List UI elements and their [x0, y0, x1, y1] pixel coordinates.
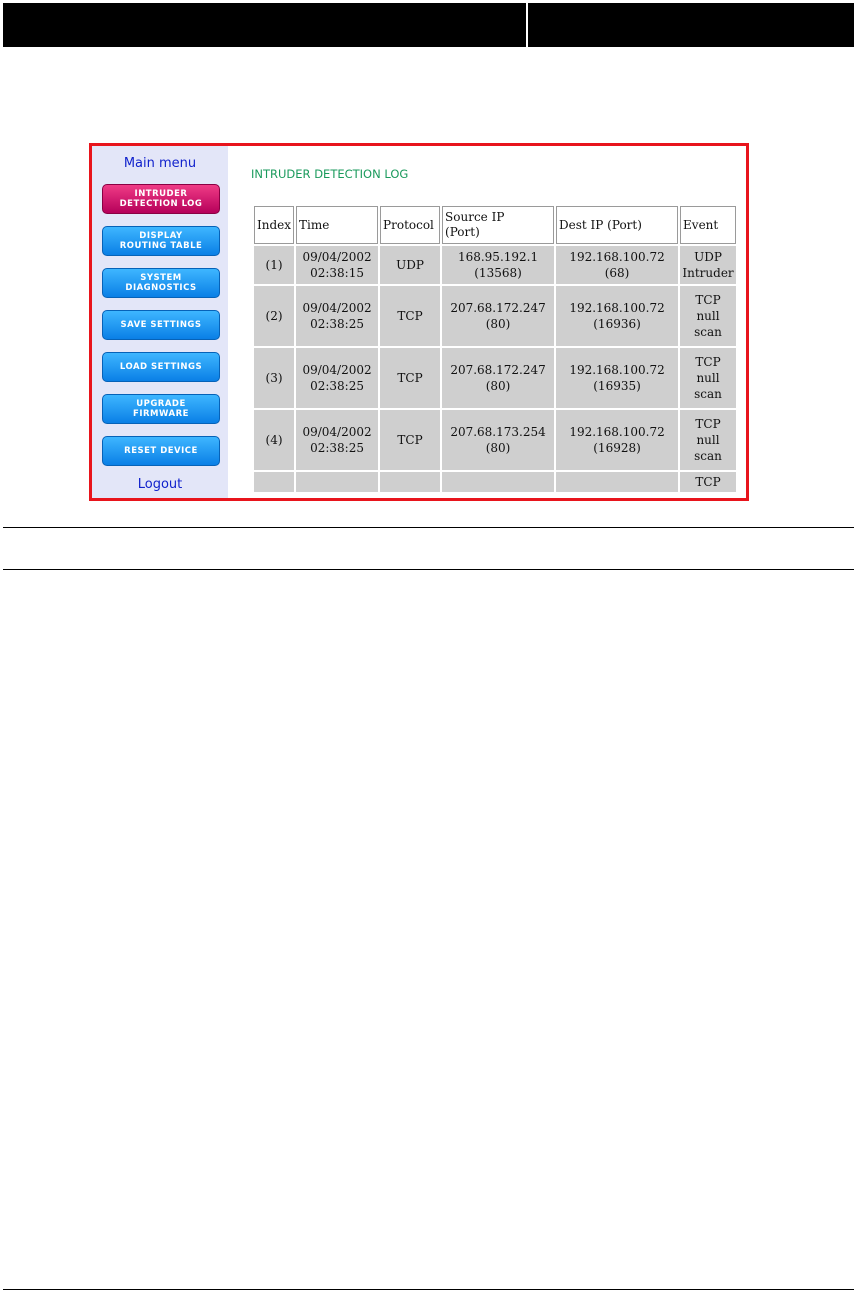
- table-row: [254, 410, 736, 470]
- cell-time: [296, 472, 378, 492]
- cell-time: 09/04/2002 02:38:15: [296, 246, 378, 284]
- cell-source: [442, 472, 554, 492]
- cell-event: TCP null scan: [680, 348, 736, 408]
- table-row: [254, 472, 736, 492]
- menu-button-display-routing-table[interactable]: DISPLAY ROUTING TABLE: [102, 226, 220, 256]
- cell-source: 168.95.192.1 (13568): [442, 246, 554, 284]
- menu-button-reset-device[interactable]: RESET DEVICE: [102, 436, 220, 466]
- header-bar: [3, 3, 854, 47]
- column-header: Index: [254, 206, 294, 244]
- footer-line: [3, 1289, 854, 1290]
- table-row: [254, 348, 736, 408]
- cell-index: (1): [254, 246, 294, 284]
- logout-link[interactable]: Logout: [137, 477, 183, 492]
- cell-source: 207.68.173.254 (80): [442, 410, 554, 470]
- cell-protocol: TCP: [380, 348, 440, 408]
- header-divider: [526, 3, 528, 47]
- cell-time: 09/04/2002 02:38:25: [296, 348, 378, 408]
- cell-time: 09/04/2002 02:38:25: [296, 286, 378, 346]
- cell-index: [254, 472, 294, 492]
- cell-time: 09/04/2002 02:38:25: [296, 410, 378, 470]
- cell-dest: 192.168.100.72 (16936): [556, 286, 678, 346]
- cell-dest: 192.168.100.72 (16935): [556, 348, 678, 408]
- cell-protocol: UDP: [380, 246, 440, 284]
- column-header: Source IP (Port): [442, 206, 554, 244]
- column-header: Event: [680, 206, 736, 244]
- divider-line: [3, 569, 854, 570]
- cell-event: TCP null scan: [680, 286, 736, 346]
- column-header: Time: [296, 206, 378, 244]
- cell-source: 207.68.172.247 (80): [442, 286, 554, 346]
- cell-protocol: TCP: [380, 286, 440, 346]
- table-row: [254, 246, 736, 284]
- table-row: [254, 286, 736, 346]
- cell-dest: 192.168.100.72 (16928): [556, 410, 678, 470]
- menu-button-load-settings[interactable]: LOAD SETTINGS: [102, 352, 220, 382]
- cell-source: 207.68.172.247 (80): [442, 348, 554, 408]
- menu-button-upgrade-firmware[interactable]: UPGRADE FIRMWARE: [102, 394, 220, 424]
- menu-button-intruder-detection-log[interactable]: INTRUDER DETECTION LOG: [102, 184, 220, 214]
- column-header: Dest IP (Port): [556, 206, 678, 244]
- cell-protocol: TCP: [380, 410, 440, 470]
- cell-index: (3): [254, 348, 294, 408]
- cell-dest: 192.168.100.72 (68): [556, 246, 678, 284]
- cell-event: TCP: [680, 472, 736, 492]
- page-title: INTRUDER DETECTION LOG: [251, 167, 409, 181]
- cell-event: TCP null scan: [680, 410, 736, 470]
- cell-protocol: [380, 472, 440, 492]
- column-header: Protocol: [380, 206, 440, 244]
- screenshot-frame: [89, 143, 749, 501]
- cell-event: UDP Intruder: [680, 246, 736, 284]
- divider-line: [3, 527, 854, 528]
- cell-index: (2): [254, 286, 294, 346]
- main-menu-title: Main menu: [123, 156, 197, 171]
- sidebar: [92, 146, 228, 498]
- intruder-log-table: [252, 204, 738, 494]
- menu-button-save-settings[interactable]: SAVE SETTINGS: [102, 310, 220, 340]
- main-content: [228, 146, 746, 498]
- cell-dest: [556, 472, 678, 492]
- cell-index: (4): [254, 410, 294, 470]
- menu-button-system-diagnostics[interactable]: SYSTEM DIAGNOSTICS: [102, 268, 220, 298]
